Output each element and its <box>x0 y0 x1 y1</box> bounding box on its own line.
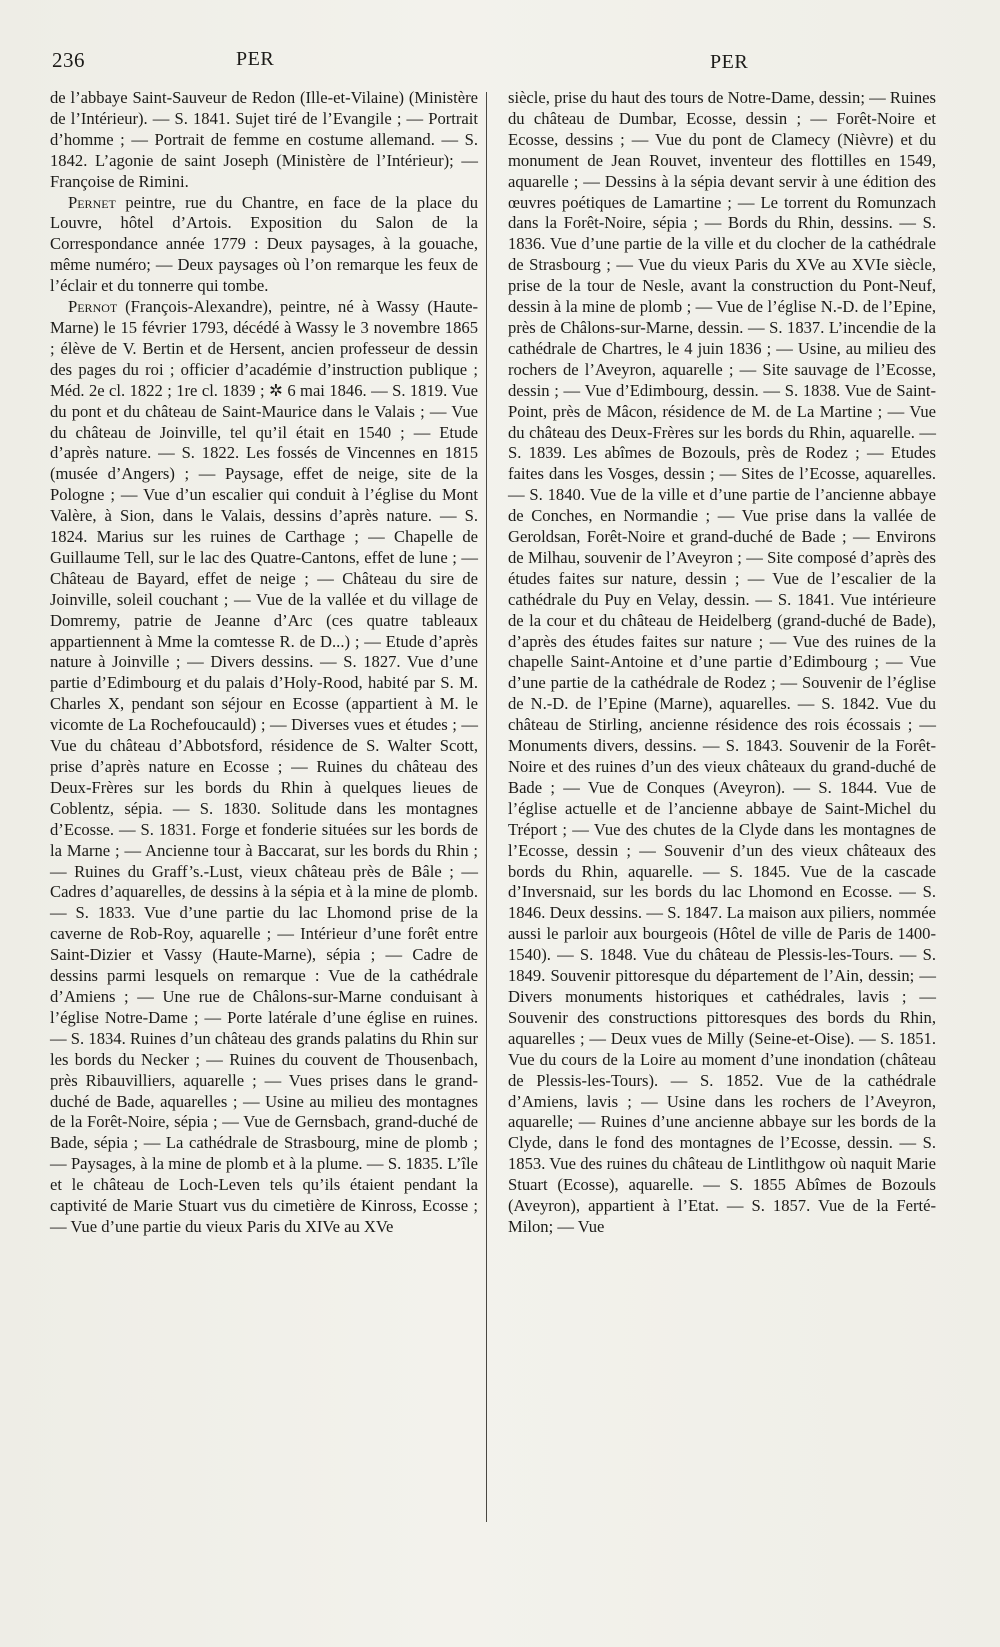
left-column <box>50 88 478 1238</box>
page-number: 236 <box>52 48 85 72</box>
page-header <box>52 48 936 78</box>
running-head-right: PER <box>710 51 749 73</box>
entry-continuation-right: siècle, prise du haut des tours de Notre-Dame, dessin; — Ruines du château de Dumbar, Ecosse, dessin ; — Forêt-Noire et Ecosse, dessins ; — Vue du pont de Clamecy (Nièvre) et du monument de Jean Rouvet, inventeur des flottilles en 1549, aquarelle ; — Dessins à la sépia devant servir à une édition des œuvres poétiques de Lamartine ; — Le torrent du Romunzach dans la Forêt-Noire, sépia ; — Bords du Rhin, dessins. — S. 1836. Vue d’une partie de la ville et du clocher de la cathédrale de Strasbourg ; — Vue du vieux Paris du XVe au XVIe siècle, prise de la tour de Nesle, avant la construction du Pont-Neuf, dessin à la mine de plomb ; — Vue de l’église N.-D. de l’Epine, près de Châlons-sur-Marne, dessin. — S. 1837. L’incendie de la cathédrale de Chartres, le 4 juin 1836 ; — Usine, au milieu des rochers de l’Aveyron, aquarelle ; — Site sauvage de l’Ecosse, dessin ; — Vue d’Edimbourg, dessin. — S. 1838. Vue de Saint-Point, près de Mâcon, résidence de M. de La Martine ; — Vue du château des Deux-Frères sur les bords du Rhin, aquarelle. — S. 1839. Les abîmes de Bozouls, près de Rodez ; — Etudes faites dans les Vosges, dessin ; — Sites de l’Ecosse, aquarelles. — S. 1840. Vue de la ville et d’une partie de l’ancienne abbaye de Conches, en Normandie ; — Vue prise dans la vallée de Geroldsan, Forêt-Noire et grand-duché de Bade ; — Environs de Milhau, souvenir de l’Aveyron ; — Site composé d’après des études faites sur nature, dessin ; — Vue de l’escalier de la cathédrale du Puy en Velay, dessin. — S. 1841. Vue intérieure de la cour et du château de Heidelberg (grand-duché de Bade), d’après des études faites sur nature ; — Vue des ruines de la chapelle Saint-Antoine et d’une partie d’Edimbourg ; — Vue d’une partie de la cathédrale de Rodez ; — Souvenir de l’église de N.-D. de l’Epine (Marne), aquarelles. — S. 1842. Vue du château de Stirling, ancienne résidence des rois écossais ; — Monuments divers, dessins. — S. 1843. Souvenir de la Forêt-Noire et des ruines d’un des vieux châteaux du grand-duché de Bade ; — Vue de Conques (Aveyron). — S. 1844. Vue de l’église actuelle et de l’ancienne abbaye de Saint-Michel du Tréport ; — Vue des chutes de la Clyde dans les montagnes de l’Ecosse, dessin ; — Souvenir d’un des vieux châteaux des bords du Rhin, aquarelle. — S. 1845. Vue de la cascade d’Inversnaid, sur les bords du lac Lhomond en Ecosse. — S. 1846. Deux dessins. — S. 1847. La maison aux piliers, nommée aussi le parloir aux bourgeois (Hôtel de ville de Paris de 1400-1540). — S. 1848. Vue du château de Plessis-les-Tours. — S. 1849. Souvenir pittoresque du département de l’Ain, dessin; — Divers monuments historiques et cathédrales, lavis ; — Souvenir des constructions pittoresques des bords du Rhin, aquarelles ; — Deux vues de Milly (Seine-et-Oise). — S. 1851. Vue du cours de la Loire au moment d’une inondation (château de Plessis-les-Tours). — S. 1852. Vue de la cathédrale d’Amiens, lavis ; — Usine dans les rochers de l’Aveyron, aquarelle; — Ruines d’une ancienne abbaye sur les bords de la Clyde, dans le fond des montagnes de l’Ecosse, dessin. — S. 1853. Vue des ruines du château de Lintlithgow où naquit Marie Stuart (Ecosse), aquarelle. — S. 1855 Abîmes de Bozouls (Aveyron), appartient à l’Etat. — S. 1857. Vue de la Ferté-Milon; — Vue <box>508 88 936 1236</box>
running-head-left: PER <box>236 48 275 70</box>
entry-continuation: de l’abbaye Saint-Sauveur de Redon (Ille-et-Vilaine) (Ministère de l’Intérieur). — S. 1841. Sujet tiré de l’Evangile ; — Portrait d’homme ; — Portrait de femme en costume allemand. — S. 1842. L’agonie de saint Joseph (Ministère de l’Intérieur); — Françoise de Rimini. <box>50 88 478 191</box>
entry-text: (François-Alexandre), peintre, né à Wassy (Haute-Marne) le 15 février 1793, décédé à Wassy le 3 novembre 1865 ; élève de V. Bertin et de Hersent, ancien professeur de dessin des pages du roi ; officier d’académie d’instruction publique ; Méd. 2e cl. 1822 ; 1re cl. 1839 ; ✲ 6 mai 1846. — S. 1819. Vue du pont et du château de Saint-Maurice dans le Valais ; — Vue du château de Joinville, tel qu’il était en 1540 ; — Etude d’après nature. — S. 1822. Les fossés de Vincennes en 1815 (musée d’Angers) ; — Paysage, effet de neige, site de la Pologne ; — Vue d’un escalier qui conduit à l’église du Mont Valère, à Sion, dans le Valais, dessins d’après nature. — S. 1824. Marius sur les ruines de Carthage ; — Chapelle de Guillaume Tell, sur le lac des Quatre-Cantons, effet de lune ; — Château de Bayard, effet de neige ; — Château du sire de Joinville, soleil couchant ; — Vue de la vallée et du village de Domremy, patrie de Jeanne d’Arc (ces quatre tableaux appartiennent à Mme la comtesse R. de D...) ; — Etude d’après nature à Joinville ; — Divers dessins. — S. 1827. Vue d’une partie d’Edimbourg et du palais d’Holy-Rood, habité par S. M. Charles X, pendant son séjour en Ecosse (appartient à M. le vicomte de La Rochefoucauld) ; — Diverses vues et études ; — Vue du château d’Abbotsford, résidence de S. Walter Scott, prise d’après nature en Ecosse ; — Ruines du château des Deux-Frères sur les bords du Rhin à quelques lieues de Coblentz, sépia. — S. 1830. Solitude dans les montagnes d’Ecosse. — S. 1831. Forge et fonderie situées sur les bords de la Marne ; — Ancienne tour à Baccarat, sur les bords du Rhin ; — Ruines du Graff’s.-Lust, vieux château près de Bâle ; — Cadres d’aquarelles, de dessins à la sépia et à la mine de plomb. — S. 1833. Vue d’une partie du lac Lhomond prise de la caverne de Rob-Roy, aquarelle ; — Intérieur d’une forêt entre Saint-Dizier et Vassy (Haute-Marne), sépia ; — Cadre de dessins parmi lesquels on remarque : Vue de la cathédrale d’Amiens ; — Une rue de Châlons-sur-Marne conduisant à l’église Notre-Dame ; — Porte latérale d’une église en ruines. — S. 1834. Ruines d’un château des grands palatins du Rhin sur les bords du Necker ; — Ruines du couvent de Thousenbach, près Ribauvilliers, aquarelle ; — Vues prises dans le grand-duché de Bade, aquarelles ; — Usine au milieu des montagnes de la Forêt-Noire, sépia ; — Vue de Gernsbach, grand-duché de Bade, sépia ; — La cathédrale de Strasbourg, mine de plomb ; — Paysages, à la mine de plomb et à la plume. — S. 1835. L’île et le château de Loch-Leven tels qu’ils étaient pendant la captivité de Marie Stuart vus du cimetière de Kinross, Ecosse ; — Vue d’une partie du vieux Paris du XIVe au XVe <box>50 297 478 1236</box>
right-column <box>508 88 936 1238</box>
entry-text: peintre, rue du Chantre, en face de la place du Louvre, hôtel d’Artois. Exposition du Salon de la Correspondance année 1779 : Deux paysages, à la gouache, même numéro; — Deux paysages où l’on remarque les feux de l’éclair et du tonnerre qui tombe. <box>50 192 478 296</box>
column-divider <box>486 92 487 1522</box>
entry-pernot <box>50 297 478 1238</box>
entry-name: Pernet <box>68 192 116 212</box>
entry-pernet <box>50 193 478 298</box>
entry-name: Pernot <box>68 297 118 317</box>
